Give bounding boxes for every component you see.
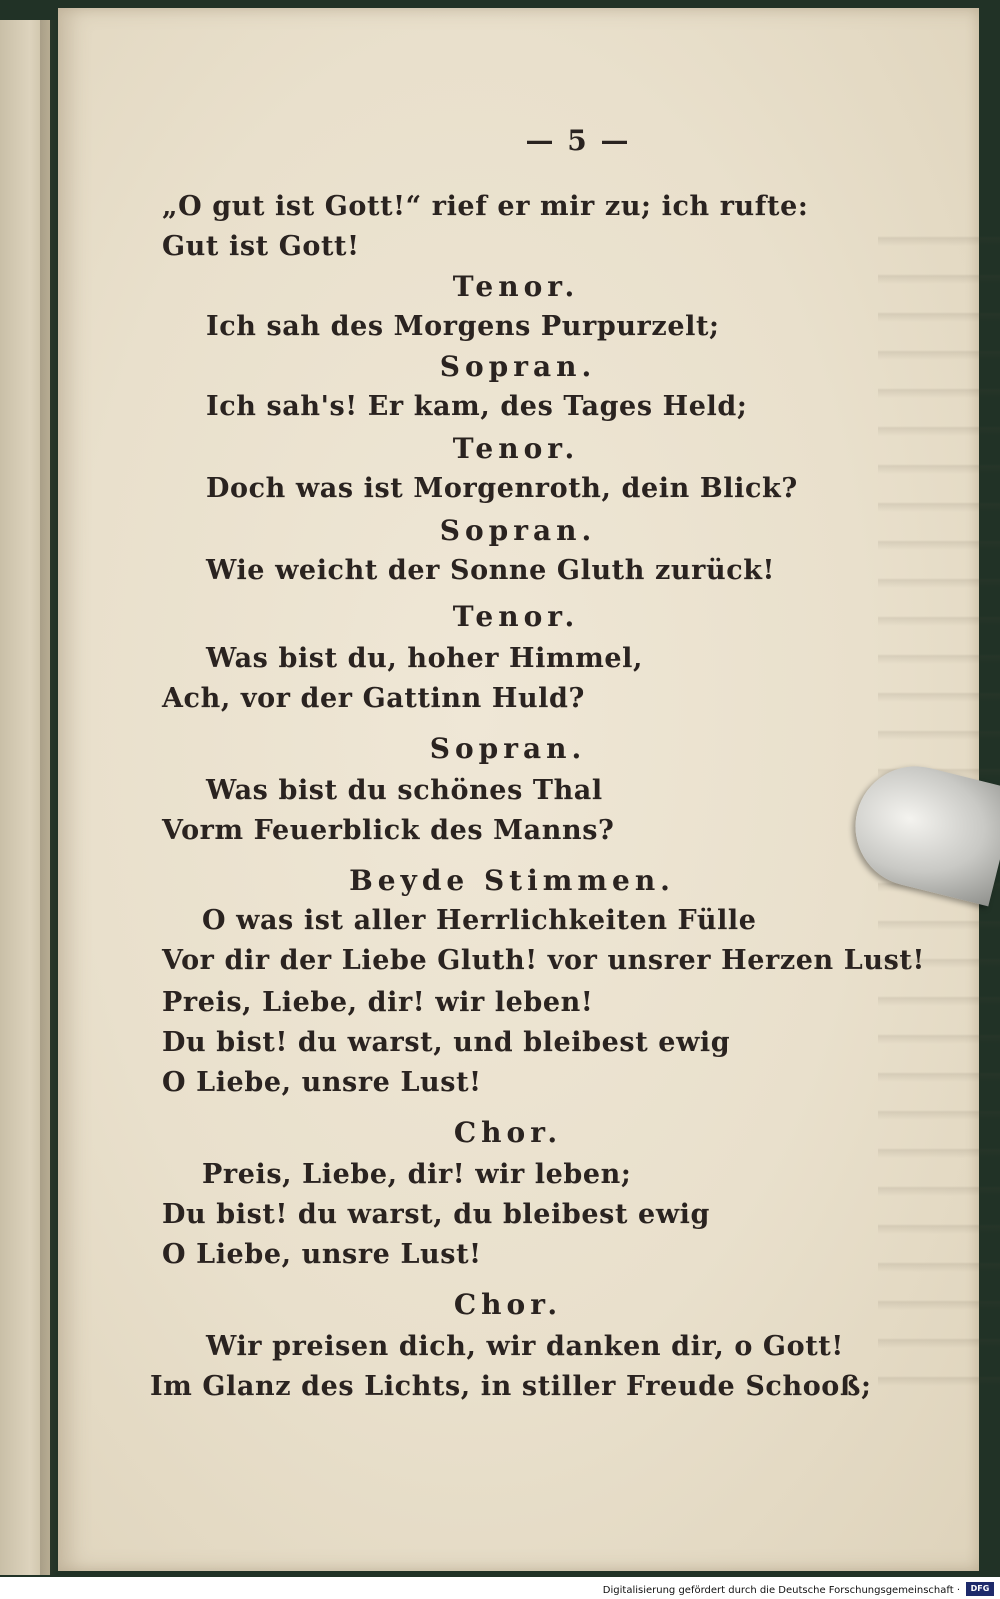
facing-page-edge [0, 20, 50, 1575]
verse-line: Wie weicht der Sonne Gluth zurück! [206, 555, 775, 586]
verse-line: Was bist du schönes Thal [206, 775, 603, 806]
speaker-label: Tenor. [452, 600, 580, 633]
verse-line: Was bist du, hoher Himmel, [206, 643, 644, 674]
verse-line: O Liebe, unsre Lust! [162, 1239, 482, 1270]
verse-line: Ach, vor der Gattinn Huld? [162, 683, 585, 714]
verse-line: O Liebe, unsre Lust! [162, 1067, 482, 1098]
verse-line: Preis, Liebe, dir! wir leben! [162, 987, 594, 1018]
book-page [58, 8, 979, 1571]
footer-bar [0, 1577, 1000, 1599]
verse-line: Gut ist Gott! [162, 231, 360, 262]
page-text [58, 8, 979, 1571]
verse-line: „O gut ist Gott!“ rief er mir zu; ich rufte: [162, 191, 809, 222]
gutter-shadow [40, 20, 58, 1575]
verse-line: Vorm Feuerblick des Manns? [162, 815, 615, 846]
verse-line: Ich sah des Morgens Purpurzelt; [206, 311, 720, 342]
speaker-label: Tenor. [452, 270, 580, 303]
verse-line: Ich sah's! Er kam, des Tages Held; [206, 391, 748, 422]
verse-line: Im Glanz des Lichts, in stiller Freude Schooß; [150, 1371, 872, 1402]
verse-line: Preis, Liebe, dir! wir leben; [202, 1159, 632, 1190]
speaker-label: Sopran. [439, 350, 597, 383]
funding-credit: Digitalisierung gefördert durch die Deutsche Forschungsgemeinschaft · [602, 1585, 960, 1596]
speaker-label: Tenor. [452, 432, 580, 465]
page-number: — 5 — [525, 124, 631, 157]
verse-line: Doch was ist Morgenroth, dein Blick? [206, 473, 798, 504]
speaker-label: Sopran. [429, 732, 587, 765]
verse-line: Du bist! du warst, du bleibest ewig [162, 1199, 711, 1230]
speaker-label: Chor. [453, 1116, 563, 1149]
speaker-label: Sopran. [439, 514, 597, 547]
verse-line: Wir preisen dich, wir danken dir, o Gott! [206, 1331, 844, 1362]
verse-line: Vor dir der Liebe Gluth! vor unsrer Herzen Lust! [162, 945, 925, 976]
speaker-label: Chor. [453, 1288, 563, 1321]
verse-line: O was ist aller Herrlichkeiten Fülle [202, 905, 757, 936]
verse-line: Du bist! du warst, und bleibest ewig [162, 1027, 731, 1058]
dfg-logo: DFG [966, 1582, 994, 1596]
speaker-label: Beyde Stimmen. [349, 864, 675, 897]
